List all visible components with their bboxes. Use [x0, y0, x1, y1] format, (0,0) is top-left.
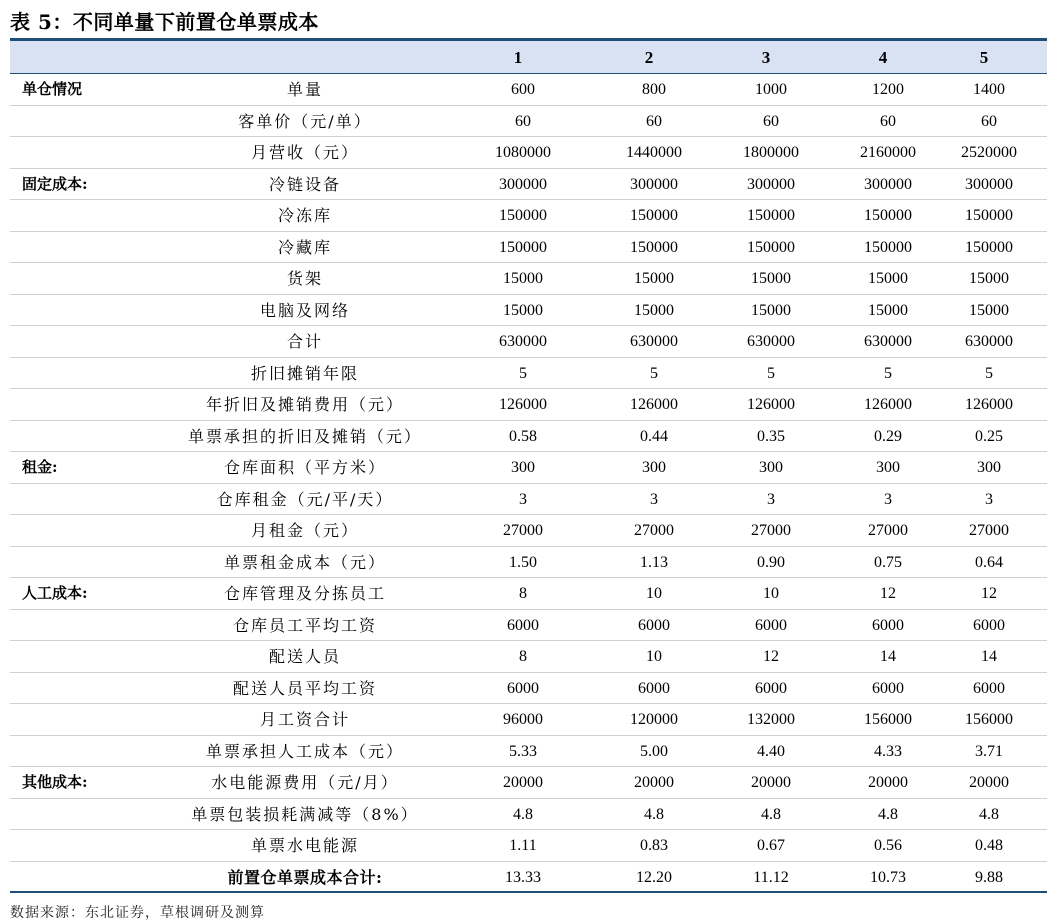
cell-value-col-1: 15000	[503, 270, 543, 287]
row-label: 合计	[286, 332, 323, 351]
row-category: 其他成本:	[22, 773, 88, 791]
cell-value-col-2: 5.00	[640, 742, 668, 760]
cell-value-col-3: 5	[767, 364, 775, 382]
cell-value-col-3: 150000	[747, 238, 795, 256]
cell-value-col-3: 300000	[747, 175, 795, 193]
cell-value-col-1: 60	[515, 112, 531, 130]
row-label: 配送人员平均工资	[232, 678, 377, 698]
table-row	[10, 106, 1047, 138]
cell-value-col-3: 11.12	[753, 868, 789, 886]
cell-value-col-2: 6000	[638, 616, 670, 634]
column-header-2: 2	[644, 48, 654, 67]
cell-value-col-5: 27000	[969, 522, 1009, 539]
cell-value-col-5: 126000	[965, 396, 1013, 413]
cell-value-col-3: 300	[759, 459, 783, 476]
cell-value-col-4: 14	[880, 648, 896, 665]
table-row	[10, 673, 1047, 705]
cell-value-col-5: 1400	[973, 81, 1005, 98]
cell-value-col-3: 12	[763, 648, 779, 665]
row-label: 单量	[286, 80, 323, 99]
cell-value-col-4: 0.29	[874, 427, 902, 445]
row-category: 单仓情况	[22, 80, 83, 98]
table-row	[10, 137, 1047, 169]
cell-value-col-2: 27000	[634, 522, 674, 539]
cell-value-col-4: 3	[884, 490, 892, 508]
cell-value-col-2: 15000	[634, 301, 674, 319]
cell-value-col-2: 0.44	[640, 427, 668, 445]
cell-value-col-5: 6000	[973, 616, 1005, 634]
cell-value-col-5: 15000	[969, 270, 1009, 287]
cell-value-col-2: 1440000	[626, 144, 682, 161]
cell-value-col-2: 150000	[630, 207, 678, 224]
row-label: 仓库员工平均工资	[232, 615, 377, 635]
cell-value-col-3: 1000	[755, 81, 787, 98]
cell-value-col-2: 20000	[634, 774, 674, 791]
cell-value-col-3: 0.35	[757, 427, 785, 445]
cell-value-col-2: 300000	[630, 175, 678, 193]
table-row	[10, 389, 1047, 421]
table-title: 表 5：不同单量下前置仓单票成本	[10, 10, 319, 34]
cell-value-col-1: 1.50	[509, 553, 537, 571]
cell-value-col-1: 20000	[503, 774, 543, 791]
cell-value-col-1: 0.58	[509, 427, 537, 445]
row-label: 年折旧及摊销费用（元）	[205, 395, 404, 414]
row-label: 月租金（元）	[250, 521, 359, 540]
cell-value-col-3: 150000	[747, 207, 795, 224]
row-label: 单票租金成本（元）	[223, 552, 386, 572]
row-label: 客单价（元/单）	[238, 111, 372, 131]
total-label: 前置仓单票成本合计:	[227, 867, 383, 887]
table-row	[10, 704, 1047, 736]
cell-value-col-1: 600	[511, 81, 535, 98]
table-row	[10, 610, 1047, 642]
cell-value-col-5: 14	[981, 648, 997, 665]
table-row	[10, 830, 1047, 862]
cell-value-col-5: 3	[985, 490, 993, 508]
cell-value-col-1: 13.33	[505, 868, 541, 886]
table-row	[10, 641, 1047, 673]
cell-value-col-5: 12	[981, 585, 997, 602]
table-row	[10, 547, 1047, 579]
cell-value-col-4: 300000	[864, 175, 912, 193]
cell-value-col-4: 0.75	[874, 553, 902, 571]
cell-value-col-4: 150000	[864, 238, 912, 256]
cell-value-col-5: 150000	[965, 207, 1013, 224]
cell-value-col-1: 96000	[503, 711, 543, 728]
cell-value-col-2: 10	[646, 585, 662, 602]
cell-value-col-2: 300	[642, 459, 666, 476]
cell-value-col-2: 10	[646, 648, 662, 665]
table-row	[10, 452, 1047, 484]
cell-value-col-1: 3	[519, 490, 527, 508]
cell-value-col-5: 20000	[969, 774, 1009, 791]
cell-value-col-2: 630000	[630, 333, 678, 350]
row-label: 单票承担人工成本（元）	[205, 741, 404, 761]
cell-value-col-2: 800	[642, 81, 666, 98]
cell-value-col-3: 126000	[747, 396, 795, 413]
cell-value-col-5: 60	[981, 112, 997, 130]
table-row	[10, 578, 1047, 610]
column-header-5: 5	[979, 48, 989, 67]
cell-value-col-1: 6000	[507, 679, 539, 697]
cell-value-col-3: 3	[767, 490, 775, 508]
cell-value-col-4: 12	[880, 585, 896, 602]
cell-value-col-4: 4.8	[878, 805, 898, 823]
row-label: 冷冻库	[277, 206, 332, 225]
cell-value-col-4: 15000	[868, 270, 908, 287]
row-label: 冷藏库	[277, 237, 332, 257]
cell-value-col-4: 6000	[872, 679, 904, 697]
column-header-4: 4	[878, 48, 888, 67]
cell-value-col-3: 4.40	[757, 742, 785, 760]
row-category: 人工成本:	[22, 584, 88, 602]
cell-value-col-5: 0.48	[975, 837, 1003, 854]
cell-value-col-1: 300000	[499, 175, 547, 193]
table-row	[10, 74, 1047, 106]
cell-value-col-3: 27000	[751, 522, 791, 539]
row-label: 单票承担的折旧及摊销（元）	[187, 426, 422, 446]
row-label: 电脑及网络	[259, 300, 350, 320]
table-row	[10, 232, 1047, 264]
row-label: 仓库管理及分拣员工	[223, 584, 386, 603]
cell-value-col-5: 150000	[965, 238, 1013, 256]
row-label: 冷链设备	[268, 174, 341, 194]
row-label: 配送人员	[268, 647, 341, 666]
cell-value-col-5: 630000	[965, 333, 1013, 350]
cell-value-col-5: 3.71	[975, 742, 1003, 760]
cell-value-col-5: 156000	[965, 711, 1013, 728]
cell-value-col-3: 0.67	[757, 837, 785, 854]
table-row	[10, 295, 1047, 327]
cell-value-col-4: 4.33	[874, 742, 902, 760]
cell-value-col-1: 27000	[503, 522, 543, 539]
cell-value-col-2: 5	[650, 364, 658, 382]
cell-value-col-3: 6000	[755, 616, 787, 634]
table-row	[10, 358, 1047, 390]
table-row	[10, 515, 1047, 547]
cell-value-col-3: 4.8	[761, 805, 781, 823]
table-row	[10, 799, 1047, 831]
cell-value-col-2: 6000	[638, 679, 670, 697]
cell-value-col-3: 20000	[751, 774, 791, 791]
cell-value-col-4: 300	[876, 459, 900, 476]
row-label: 折旧摊销年限	[250, 363, 359, 383]
cell-value-col-4: 5	[884, 364, 892, 382]
cell-value-col-2: 120000	[630, 711, 678, 728]
table-row	[10, 200, 1047, 232]
cell-value-col-5: 300	[977, 459, 1001, 476]
cell-value-col-5: 2520000	[961, 144, 1017, 161]
cell-value-col-3: 15000	[751, 301, 791, 319]
cell-value-col-1: 8	[519, 585, 527, 602]
cell-value-col-2: 4.8	[644, 805, 664, 823]
cell-value-col-1: 1.11	[509, 837, 537, 854]
cell-value-col-3: 0.90	[757, 553, 785, 571]
cell-value-col-4: 20000	[868, 774, 908, 791]
cell-value-col-2: 0.83	[640, 837, 668, 854]
cell-value-col-1: 1080000	[495, 144, 551, 161]
table-row	[10, 421, 1047, 453]
cell-value-col-4: 630000	[864, 333, 912, 350]
table-row	[10, 484, 1047, 516]
cell-value-col-4: 1200	[872, 81, 904, 98]
cell-value-col-4: 27000	[868, 522, 908, 539]
cell-value-col-2: 15000	[634, 270, 674, 287]
table-header	[10, 38, 1047, 74]
cell-value-col-1: 5	[519, 364, 527, 382]
cell-value-col-4: 2160000	[860, 144, 916, 161]
row-label: 月营收（元）	[250, 143, 359, 162]
cell-value-col-3: 10	[763, 585, 779, 602]
cell-value-col-2: 126000	[630, 396, 678, 413]
cell-value-col-5: 300000	[965, 175, 1013, 193]
cell-value-col-5: 6000	[973, 679, 1005, 697]
row-label: 单票包装损耗满减等（8%）	[191, 804, 419, 824]
table-row	[10, 736, 1047, 768]
table-row	[10, 169, 1047, 201]
cell-value-col-4: 10.73	[870, 868, 906, 886]
cell-value-col-1: 15000	[503, 301, 543, 319]
row-category: 租金:	[22, 458, 58, 476]
source-note: 数据来源：东北证券，草根调研及测算	[10, 905, 265, 921]
cell-value-col-3: 1800000	[743, 144, 799, 161]
total-row	[10, 862, 1047, 894]
row-label: 单票水电能源	[250, 836, 359, 855]
cell-value-col-4: 156000	[864, 711, 912, 728]
cell-value-col-2: 12.20	[636, 868, 672, 886]
cell-value-col-2: 3	[650, 490, 658, 508]
cell-value-col-4: 15000	[868, 301, 908, 319]
cell-value-col-3: 60	[763, 112, 779, 130]
cell-value-col-2: 1.13	[640, 553, 668, 571]
cell-value-col-2: 60	[646, 112, 662, 130]
row-label: 仓库面积（平方米）	[223, 458, 386, 477]
cell-value-col-4: 6000	[872, 616, 904, 634]
cell-value-col-5: 15000	[969, 301, 1009, 319]
table-row	[10, 326, 1047, 358]
row-label: 仓库租金（元/平/天）	[216, 489, 394, 509]
row-label: 水电能源费用（元/月）	[211, 773, 399, 792]
cell-value-col-3: 630000	[747, 333, 795, 350]
cell-value-col-3: 132000	[747, 711, 795, 728]
table-row	[10, 767, 1047, 799]
cell-value-col-3: 6000	[755, 679, 787, 697]
cell-value-col-4: 60	[880, 112, 896, 130]
row-label: 月工资合计	[259, 710, 350, 729]
row-label: 货架	[286, 269, 323, 288]
cell-value-col-5: 0.64	[975, 553, 1003, 571]
cell-value-col-5: 5	[985, 364, 993, 382]
cell-value-col-1: 630000	[499, 333, 547, 350]
cell-value-col-1: 150000	[499, 207, 547, 224]
cell-value-col-1: 5.33	[509, 742, 537, 760]
cell-value-col-3: 15000	[751, 270, 791, 287]
cell-value-col-4: 126000	[864, 396, 912, 413]
cell-value-col-2: 150000	[630, 238, 678, 256]
column-header-3: 3	[761, 48, 771, 67]
cell-value-col-4: 0.56	[874, 837, 902, 854]
cell-value-col-1: 6000	[507, 616, 539, 634]
cell-value-col-5: 4.8	[979, 805, 999, 823]
column-header-1: 1	[513, 48, 523, 67]
table-row	[10, 263, 1047, 295]
cell-value-col-5: 9.88	[975, 868, 1003, 886]
cell-value-col-1: 150000	[499, 238, 547, 256]
cell-value-col-1: 8	[519, 648, 527, 665]
cell-value-col-4: 150000	[864, 207, 912, 224]
cell-value-col-1: 4.8	[513, 805, 533, 823]
cell-value-col-1: 126000	[499, 396, 547, 413]
row-category: 固定成本:	[22, 174, 88, 193]
cell-value-col-1: 300	[511, 459, 535, 476]
cell-value-col-5: 0.25	[975, 427, 1003, 445]
